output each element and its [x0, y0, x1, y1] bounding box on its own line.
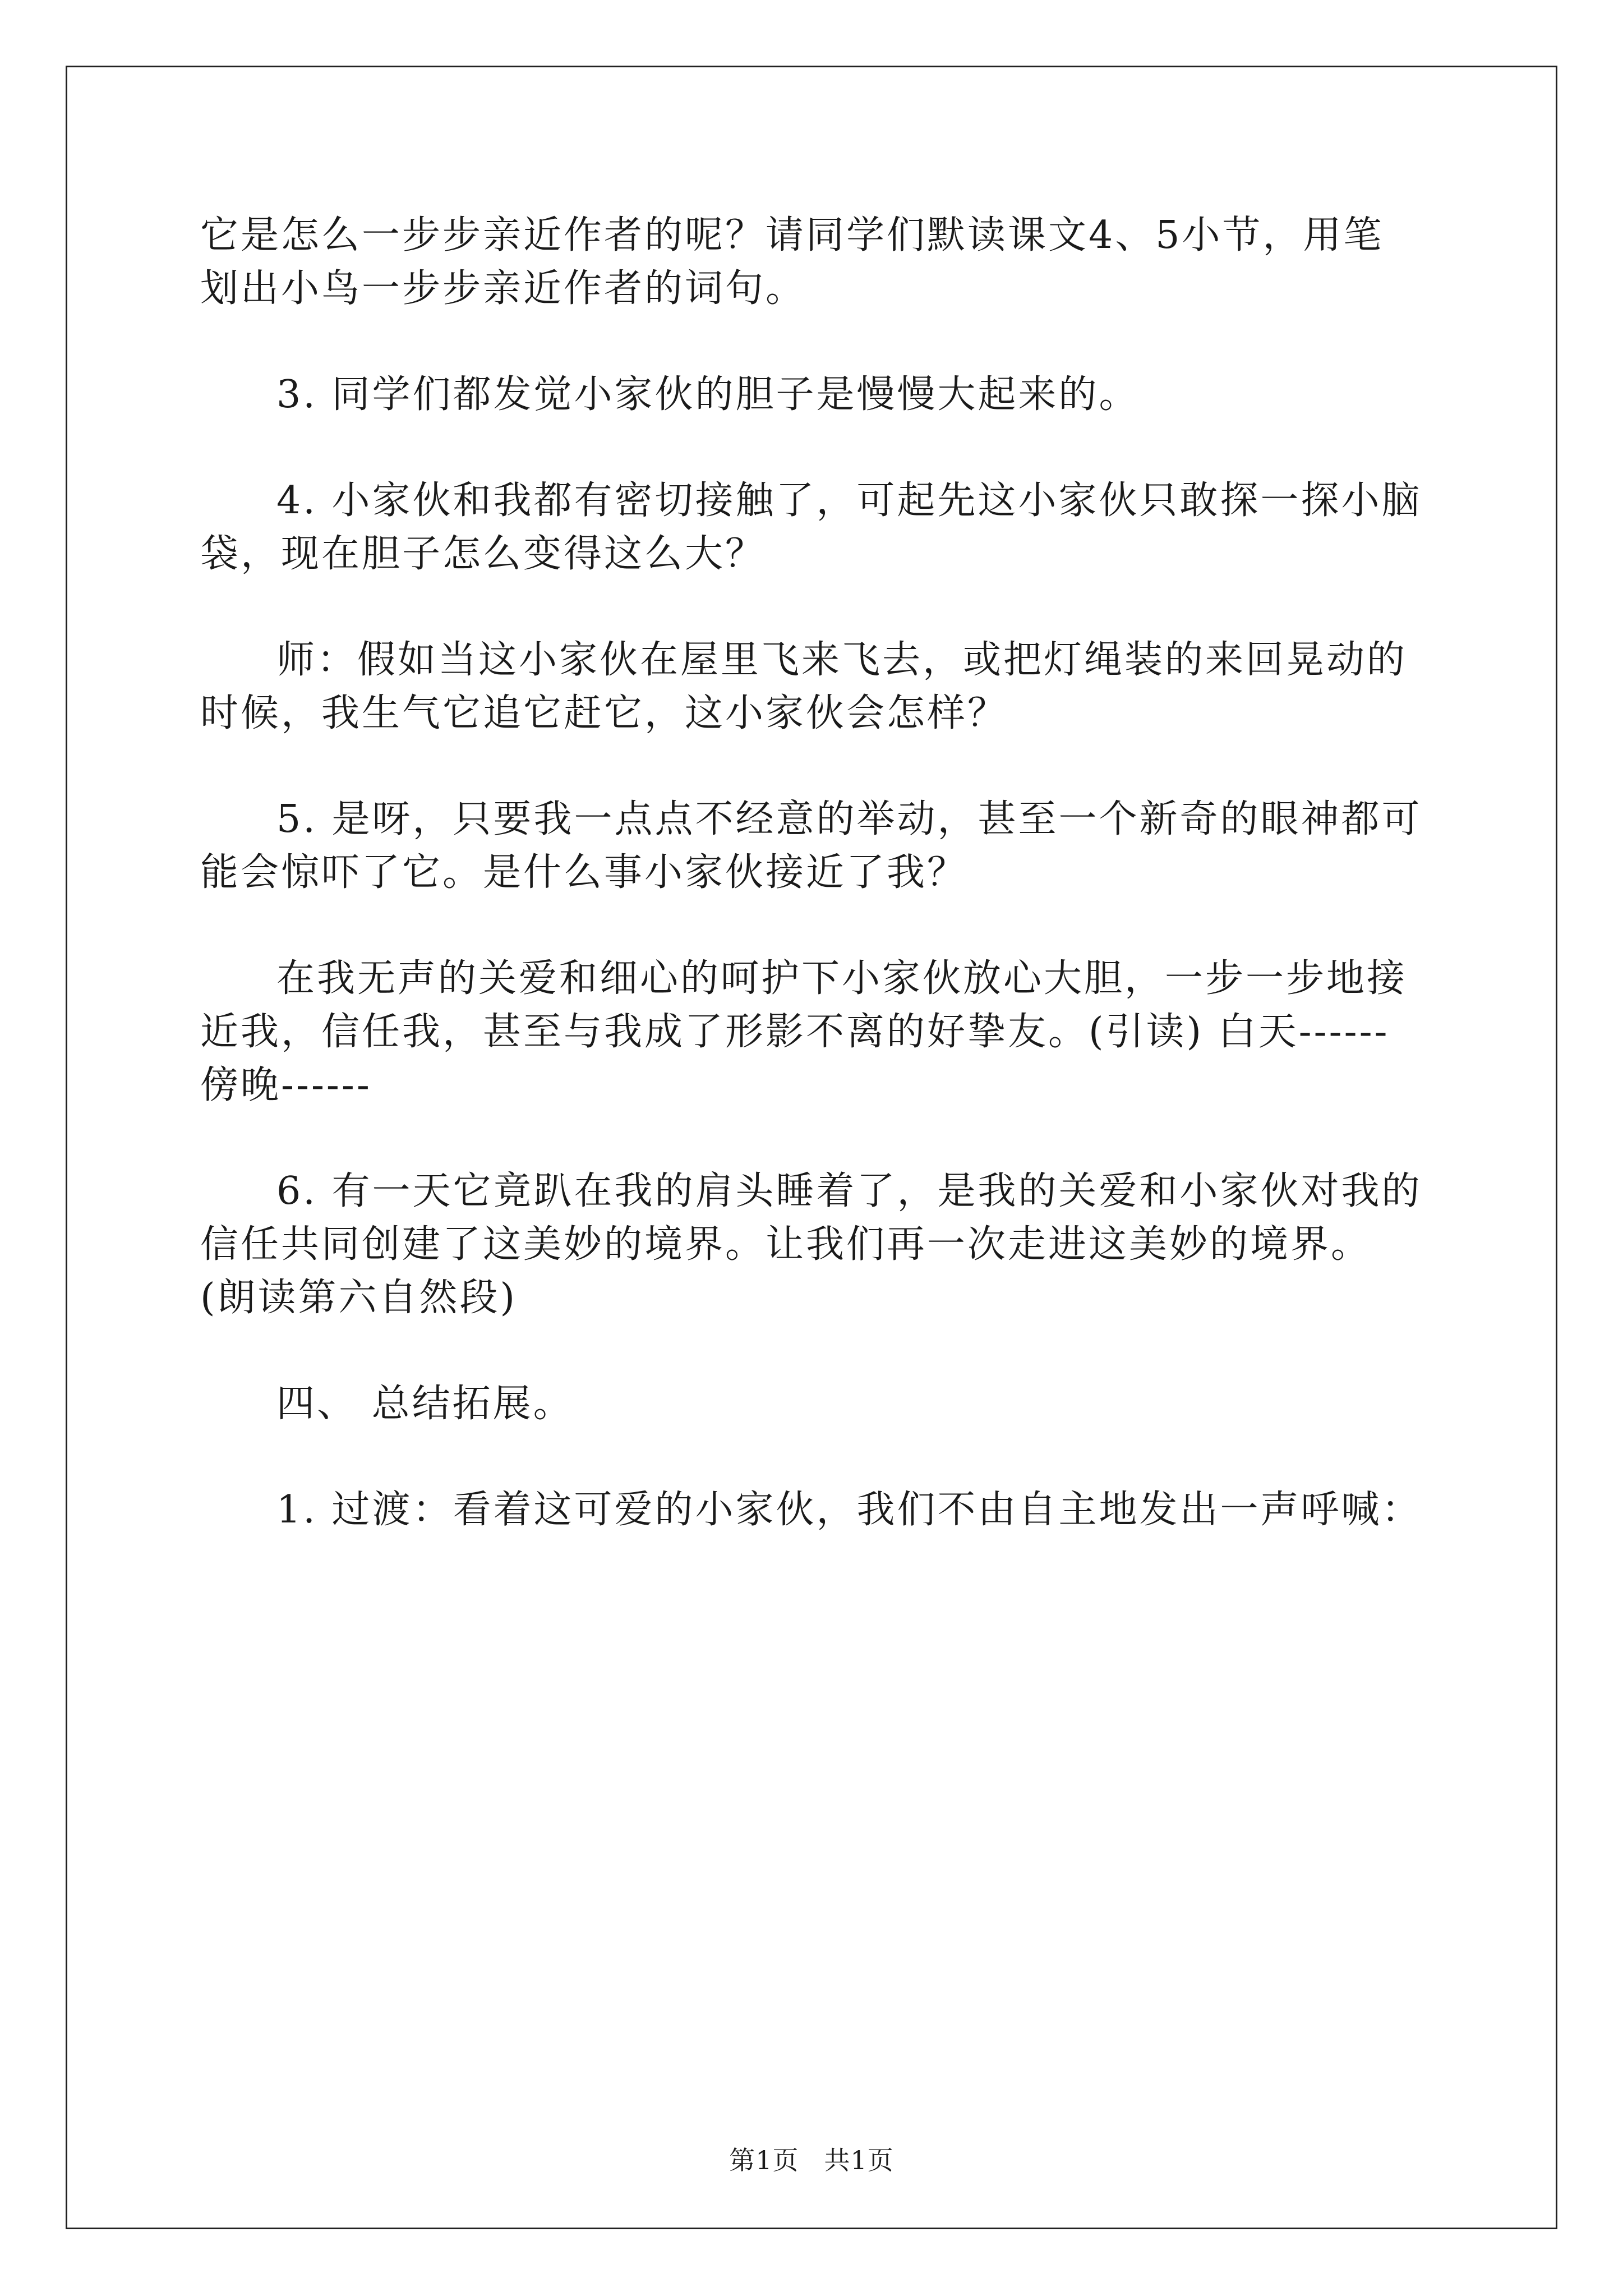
page-footer	[0, 2140, 1623, 2177]
page-number: 第1页	[729, 2145, 799, 2175]
paragraph: 3. 同学们都发觉小家伙的胆子是慢慢大起来的。	[276, 372, 1140, 417]
page-count: 共1页	[824, 2145, 894, 2175]
paragraph: 1. 过渡：看着这可爱的小家伙，我们不由自主地发出一声呼喊：	[276, 1488, 1422, 1532]
paragraph: 4. 小家伙和我都有密切接触了，可起先这小家伙只敢探一探小脑袋，现在胆子怎么变得这么大？	[200, 478, 1422, 576]
paragraph: 6. 有一天它竟趴在我的肩头睡着了，是我的关爱和小家伙对我的信任共同创建了这美妙的境界。让我们再一次走进这美妙的境界。(朗读第六自然段)	[200, 1169, 1422, 1320]
paragraph: 5. 是呀，只要我一点点不经意的举动，甚至一个新奇的眼神都可能会惊吓了它。是什么事小家伙接近了我？	[200, 797, 1422, 895]
section-heading: 四、 总结拓展。	[276, 1382, 574, 1426]
document-body	[200, 209, 1423, 1589]
paragraph: 师：假如当这小家伙在屋里飞来飞去，或把灯绳装的来回晃动的时候，我生气它追它赶它，这小家伙会怎样？	[200, 638, 1408, 735]
paragraph: 在我无声的关爱和细心的呵护下小家伙放心大胆，一步一步地接近我，信任我，甚至与我成了形影不离的好挚友。(引读) 白天------傍晚------	[200, 956, 1408, 1107]
paragraph: 它是怎么一步步亲近作者的呢？请同学们默读课文4、5小节，用笔划出小鸟一步步亲近作者的词句。	[200, 213, 1384, 311]
